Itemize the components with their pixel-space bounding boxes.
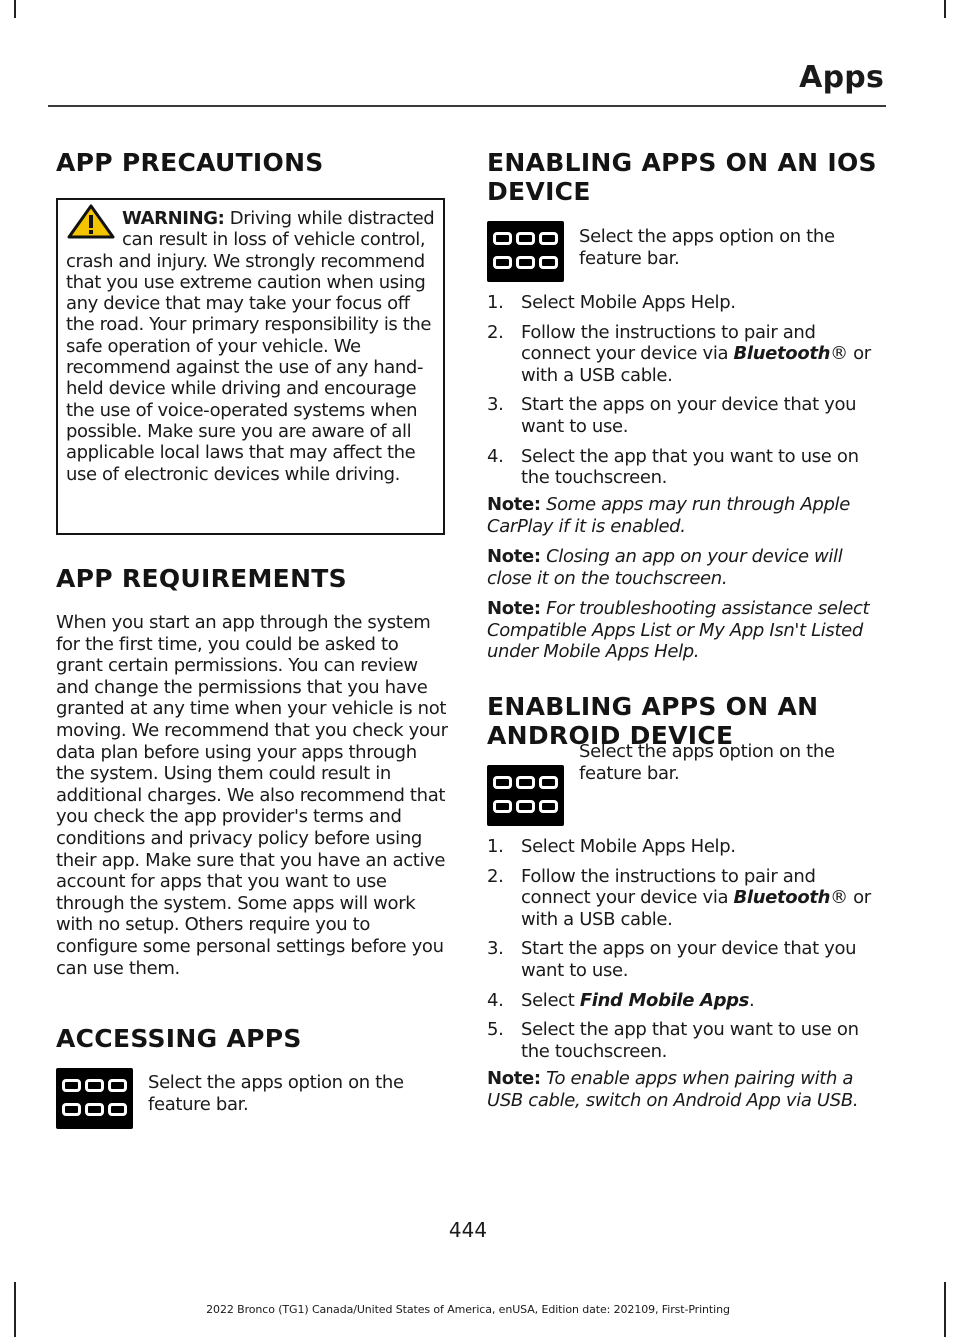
warning-triangle-icon [66,204,116,240]
accessing-heading: ACCESSING APPS [56,1024,302,1053]
warning-paragraph [66,208,435,485]
requirements-heading: APP REQUIREMENTS [56,564,347,593]
android-caption: Select the apps option on the feature bar. [579,741,835,784]
list-item: 5. Select the app that you want to use on the touchscreen. [487,1019,859,1062]
accessing-caption: Select the apps option on the feature bar. [148,1072,404,1115]
warning-box [56,198,445,535]
apps-grid-icon [56,1068,133,1129]
ios-heading-line1: ENABLING APPS ON AN IOS [487,148,877,177]
list-item: 1. Select Mobile Apps Help. [487,292,736,313]
list-item: 1. Select Mobile Apps Help. [487,836,736,857]
ios-caption: Select the apps option on the feature bar. [579,226,835,269]
list-item: 3. Start the apps on your device that you want to use. [487,938,857,981]
android-steps [487,836,879,1070]
requirements-body: When you start an app through the system for the first time, you could be asked to grant certain permissions. You can review and change the permissions that you have granted at any time when your vehicle is not moving. We recommend that you check your data plan before using your apps through the system. Using them could result in additional charges. We also recommend that you check the app provider's terms and conditions and privacy policy before using their app. Make sure that you have an active account for apps that you want to use through the system. Some apps will work with no setup. Others require you to configure some personal settings before you can use them. [56,612,448,979]
crop-mark-top-right [944,0,946,18]
apps-grid-icon [487,765,564,826]
precautions-heading: APP PRECAUTIONS [56,148,324,177]
list-item: 4. Select the app that you want to use on the touchscreen. [487,445,859,489]
list-item: 2. Follow the instructions to pair and connect your device via Bluetooth® or with a USB cable. [487,865,871,930]
ios-note-1: Note: Some apps may run through Apple CarPlay if it is enabled. [487,494,850,537]
android-heading-line2: ANDROID DEVICE [487,721,734,750]
header-divider [48,105,886,107]
android-heading-line1: ENABLING APPS ON AN [487,692,819,721]
android-note: Note: To enable apps when pairing with a USB cable, switch on Android App via USB. [487,1068,859,1111]
page-number: 444 [448,1218,488,1242]
edition-footer: 2022 Bronco (TG1) Canada/United States of America, enUSA, Edition date: 202109, First-Printing [206,1303,730,1316]
warning-label: WARNING: [122,208,225,229]
list-item: 4. Select Find Mobile Apps. [487,989,755,1011]
ios-note-2: Note: Closing an app on your device will close it on the touchscreen. [487,546,843,589]
crop-mark-top-left [14,0,16,18]
ios-steps [487,292,879,497]
list-item: 3. Start the apps on your device that you want to use. [487,394,857,437]
crop-mark-bottom-right [944,1282,946,1337]
list-item: 2. Follow the instructions to pair and connect your device via Bluetooth® or with a USB cable. [487,321,871,386]
page-header-title: Apps [799,60,884,95]
ios-heading-line2: DEVICE [487,177,591,206]
apps-grid-icon [487,221,564,282]
ios-note-3: Note: For troubleshooting assistance select Compatible Apps List or My App Isn't Listed under Mobile Apps Help. [487,598,870,663]
warning-text: Driving while distracted can result in loss of vehicle control, crash and injury. We strongly recommend that you use extreme caution when using any device that may take your focus off the road. Your primary responsibility is the safe operation of your vehicle. We recommend against the use of any hand-held device while driving and encourage the use of voice-operated systems when possible. Make sure you are aware of all applicable local laws that may affect the use of electronic devices while driving. [66,208,435,485]
